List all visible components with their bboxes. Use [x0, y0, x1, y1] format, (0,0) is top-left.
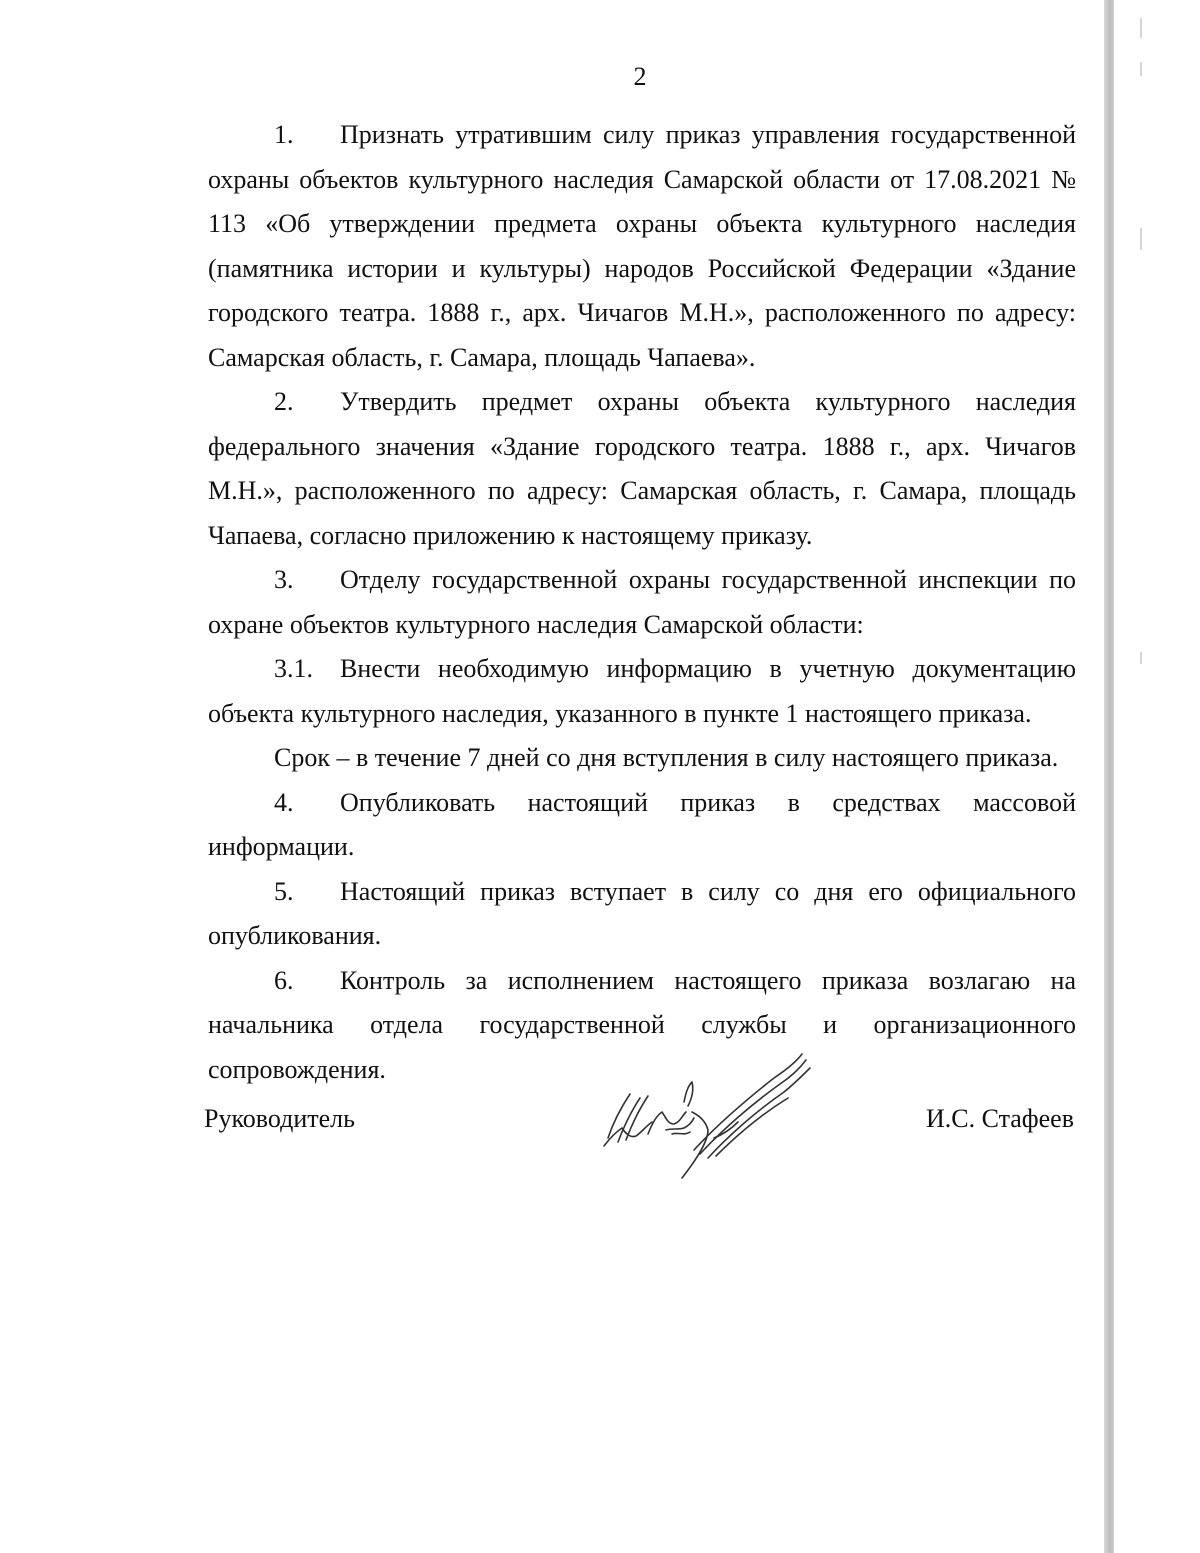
paragraph-number: 5.: [274, 876, 294, 906]
paragraph-5: [208, 870, 1076, 959]
paragraph-3-1: [208, 647, 1076, 736]
signatory-title: Руководитель: [204, 1104, 355, 1133]
paragraph-text: Настоящий приказ вступает в силу со дня его официального опубликования.: [208, 876, 1076, 950]
paragraph-3: [208, 558, 1076, 647]
document-body: [208, 113, 1076, 1092]
signature-block: [204, 1096, 1074, 1186]
scan-page-edge: [1104, 0, 1114, 1553]
signatory-name: И.С. Стафеев: [925, 1104, 1074, 1133]
paragraph-text: Опубликовать настоящий приказ в средствах массовой информации.: [208, 787, 1076, 861]
paragraph-text: Срок – в течение 7 дней со дня вступления в силу настоящего приказа.: [274, 743, 1059, 772]
handwritten-signature: [596, 1042, 816, 1182]
paragraph-text: Контроль за исполнением настоящего приказа возлагаю на начальника отдела государственной службы и организационного сопровождения.: [208, 965, 1076, 1084]
paragraph-text: Утвердить предмет охраны объекта культурного наследия федерального значения «Здание городского театра. 1888 г., арх. Чичагов М.Н.», расположенного по адресу: Самарская область, г. Самара, площадь Чапаева, согласно приложению к настоящему приказу.: [208, 387, 1076, 550]
paragraph-2: [208, 380, 1076, 558]
paragraph-number: 1.: [274, 120, 294, 149]
paragraph-number: 3.1.: [274, 654, 313, 683]
paragraph-deadline: [208, 736, 1076, 781]
page-number: 2: [633, 62, 647, 91]
paragraph-1: [208, 113, 1076, 380]
paragraph-number: 2.: [274, 387, 294, 416]
paragraph-number: 4.: [274, 787, 294, 817]
paragraph-number: 6.: [274, 965, 294, 995]
paragraph-text: Признать утратившим силу приказ управления государственной охраны объектов культурного наследия Самарской области от 17.08.2021 № 113 «Об утверждении предмета охраны объекта культурного наследия (памятника истории и культуры) народов Российской Федерации «Здание городского театра. 1888 г., арх. Чичагов М.Н.», расположенного по адресу: Самарская область, г. Самара, площадь Чапаева».: [208, 120, 1076, 372]
paragraph-4: [208, 781, 1076, 870]
scan-edge-marks: [1140, 0, 1142, 1553]
paragraph-text: Отделу государственной охраны государственной инспекции по охране объектов культурного наследия Самарской области:: [208, 565, 1076, 639]
paragraph-text: Внести необходимую информацию в учетную документацию объекта культурного наследия, указанного в пункте 1 настоящего приказа.: [208, 654, 1076, 728]
paragraph-number: 3.: [274, 565, 294, 594]
